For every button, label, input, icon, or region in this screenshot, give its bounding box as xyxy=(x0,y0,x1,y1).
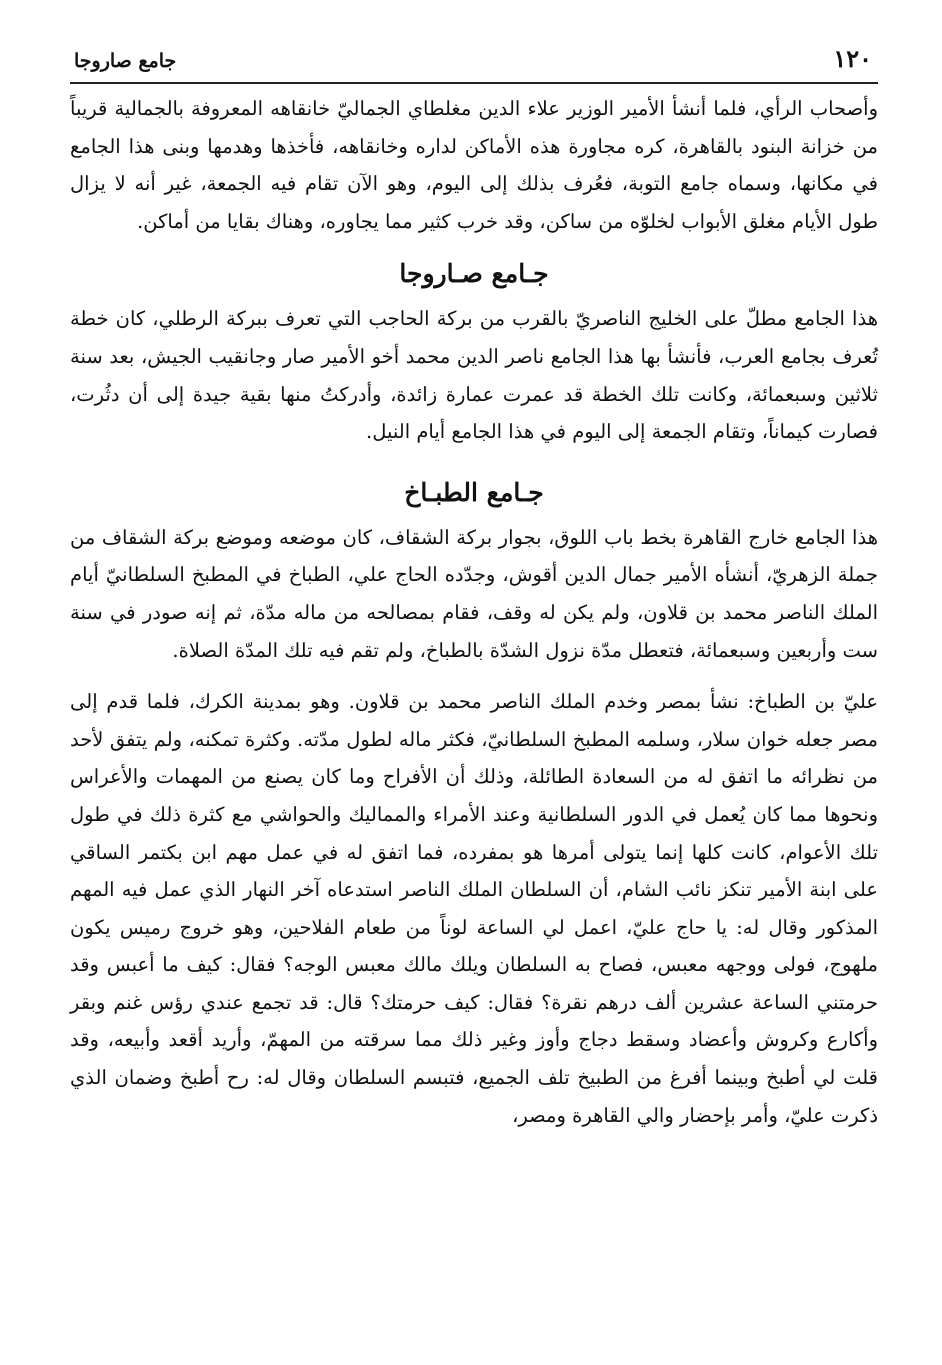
running-title: جامع صاروجا xyxy=(74,50,177,72)
page-body xyxy=(70,90,878,1134)
running-header xyxy=(70,40,878,84)
intro-paragraph: وأصحاب الرأي، فلما أنشأ الأمير الوزير علاء الدين مغلطاي الجماليّ خانقاهه المعروفة بالجمالية قريباً من خزانة البنود بالقاهرة، كره مجاورة هذه الأماكن لداره وخانقاهه، فأخذها وهدمها وبنى هذا الجامع في مكانها، وسماه جامع التوبة، فعُرف بذلك إلى اليوم، وهو الآن تقام فيه الجمعة، غير أنه لا يزال طول الأيام مغلق الأبواب لخلوّه من ساكن، وقد خرب كثير مما يجاوره، وهناك بقايا من أماكن. xyxy=(70,97,878,233)
saroja-paragraph: هذا الجامع مطلّ على الخليج الناصريّ بالقرب من بركة الحاجب التي تعرف ببركة الرطلي، كان خطة تُعرف بجامع العرب، فأنشأ بها هذا الجامع ناصر الدين محمد أخو الأمير صار وجانقيب الجيش، بعد سنة ثلاثين وسبعمائة، وكانت تلك الخطة قد عمرت عمارة زائدة، وأدركتُ منها بقية جيدة إلى أن دثُرت، فصارت كيماناً، وتقام الجمعة إلى اليوم في هذا الجامع أيام النيل. xyxy=(70,307,878,444)
section-heading-tabbakh: جـامع الطبـاخ xyxy=(404,477,544,507)
page-number: ١٢٠ xyxy=(833,44,872,73)
section-heading-saroja: جـامع صـاروجا xyxy=(399,259,549,289)
tabbakh-paragraph-2: عليّ بن الطباخ: نشأ بمصر وخدم الملك الناصر محمد بن قلاون. وهو بمدينة الكرك، فلما قدم إلى مصر جعله خوان سلار، وسلمه المطبخ السلطانيّ، فكثر ماله لطول مدّته. وكثرة تمكنه، ولم يتفق لأحد من نظرائه ما اتفق له من السعادة الطائلة، وذلك أن الأفراح وما كان يصنع من المهمات والأعراس ونحوها مما كان يُعمل في الدور السلطانية وعند الأمراء والمماليك والحواشي مع كثرة ذلك في طول تلك الأعوام، كانت كلها إنما يتولى أمرها هو بمفرده، فما اتفق له في عمل مهم ابن بكتمر الساقي على ابنة الأمير تنكز نائب الشام، أن السلطان الملك الناصر استدعاه آخر النهار الذي عمل فيه المهم المذكور وقال له: يا حاج عليّ، اعمل لي الساعة لوناً من طعام الفلاحين، وهو خروج رميس يكون ملهوج، فولى ووجهه معبس، فصاح به السلطان ويلك مالك معبس الوجه؟ فقال: كيف ما أعبس وقد حرمتني الساعة عشرين ألف درهم نقرة؟ فقال: كيف حرمتك؟ قال: قد تجمع عندي رؤس غنم وبقر وأكارع وكروش وأعضاد وسقط دجاج وأوز وغير ذلك مما سرقته من المهمّ، وأريد أقعد وأبيعه، وقد قلت لي أطبخ وبينما أفرغ من الطبيخ تلف الجميع، فتبسم السلطان وقال له: رح أطبخ وضمان الذي ذكرت عليّ، وأمر بإحضار والي القاهرة ومصر، xyxy=(70,690,878,1127)
tabbakh-paragraph-1: هذا الجامع خارج القاهرة بخط باب اللوق، بجوار بركة الشقاف، كان موضعه وموضع بركة الشقاف من جملة الزهريّ، أنشأه الأمير جمال الدين أقوش، وجدّده الحاج علي، الطباخ في المطبخ السلطانيّ أيام الملك الناصر محمد بن قلاون، ولم يكن له وقف، فقام بمصالحه من ماله مدّة، ثم إنه صودر في سنة ست وأربعين وسبعمائة، فتعطل مدّة نزول الشدّة بالطباخ، ولم تقم فيه تلك المدّة الصلاة. xyxy=(70,525,878,662)
